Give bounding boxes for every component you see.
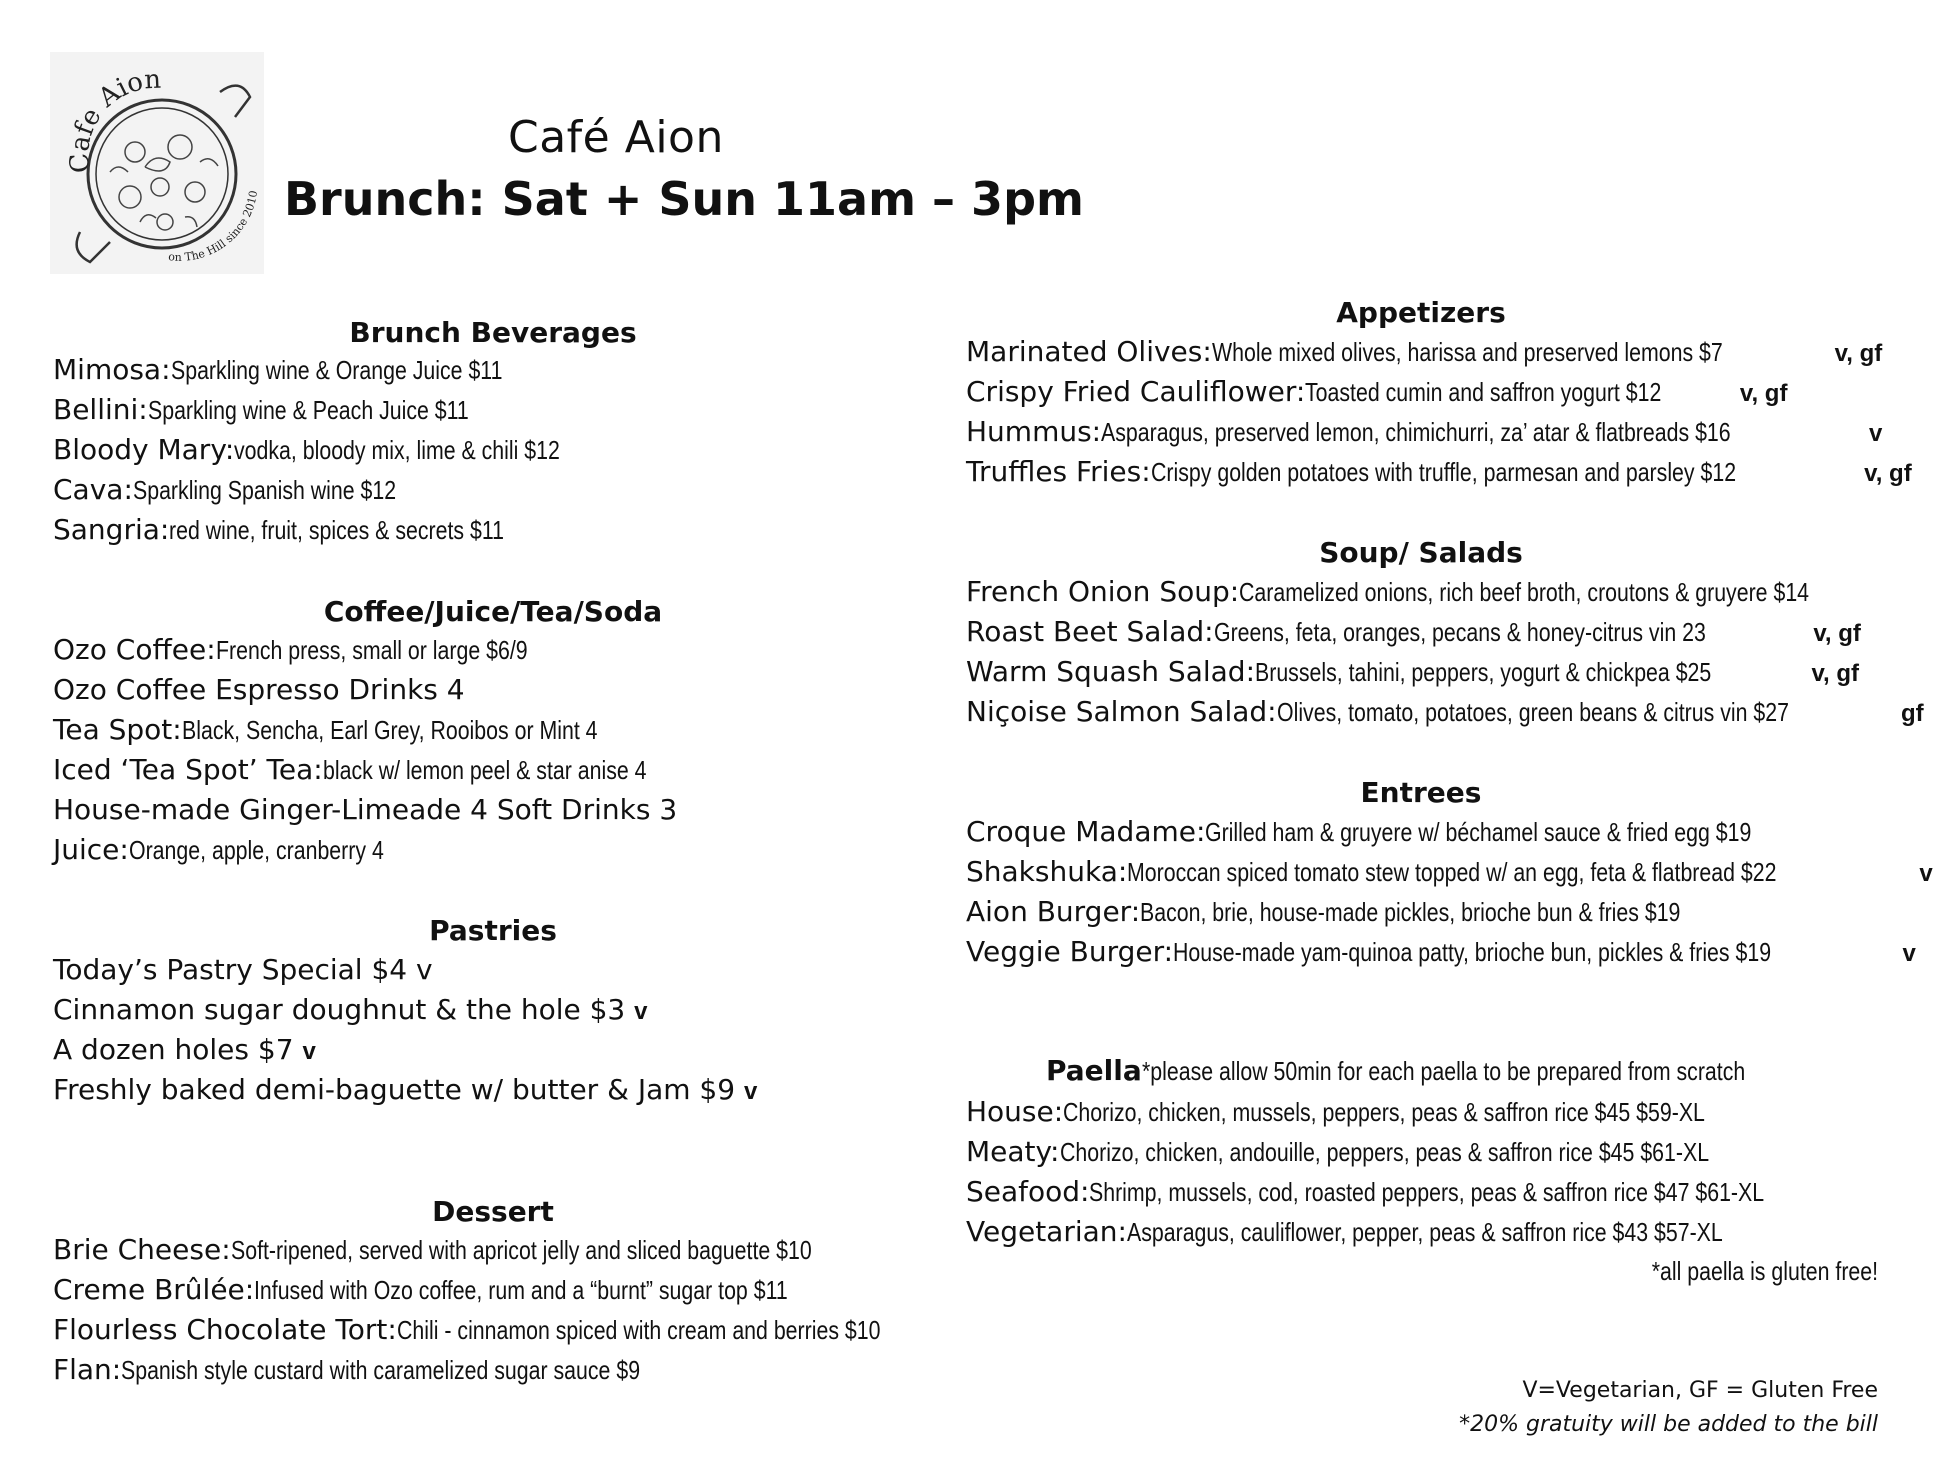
- paella-footnote: *all paella is gluten free!: [1651, 1256, 1878, 1286]
- logo-bottom-text: on The Hill since 2010: [167, 189, 261, 264]
- paella-heading: [1046, 1054, 1877, 1087]
- section-title-pastries: Pastries: [429, 914, 557, 947]
- menu-item: Truffles Fries:Crispy golden potatoes with truffle, parmesan and parsley $12 v, gf: [966, 455, 1912, 488]
- menu-item: Marinated Olives:Whole mixed olives, harissa and preserved lemons $7 v, gf: [966, 335, 1883, 368]
- section-title-appetizers: Appetizers: [1336, 296, 1506, 329]
- menu-item: Meaty:Chorizo, chicken, andouille, peppers, peas & saffron rice $45 $61-XL: [966, 1135, 1709, 1168]
- menu-item: Roast Beet Salad:Greens, feta, oranges, pecans & honey-citrus vin 23 v, gf: [966, 615, 1861, 648]
- section-title-dessert: Dessert: [432, 1195, 554, 1228]
- left-column: [53, 0, 953, 1484]
- menu-item: A dozen holes $7 v: [53, 1033, 316, 1066]
- menu-item: Brie Cheese:Soft-ripened, served with apricot jelly and sliced baguette $10: [53, 1233, 812, 1266]
- menu-item: French Onion Soup:Caramelized onions, rich beef broth, croutons & gruyere $14: [966, 575, 1810, 608]
- menu-item: Flan:Spanish style custard with caramelized sugar sauce $9: [53, 1353, 641, 1386]
- section-title-coffee: Coffee/Juice/Tea/Soda: [323, 595, 663, 628]
- menu-item: Aion Burger:Bacon, brie, house-made pickles, brioche bun & fries $19: [966, 895, 1681, 928]
- menu-item: Creme Brûlée:Infused with Ozo coffee, rum and a “burnt” sugar top $11: [53, 1273, 788, 1306]
- dietary-legend: V=Vegetarian, GF = Gluten Free: [1522, 1378, 1878, 1403]
- menu-item: Freshly baked demi-baguette w/ butter & Jam $9 v: [53, 1073, 758, 1106]
- menu-item: Shakshuka:Moroccan spiced tomato stew topped w/ an egg, feta & flatbread $22 v: [966, 855, 1933, 888]
- section-title-paella: Paella: [1046, 1054, 1142, 1087]
- menu-item: Tea Spot:Black, Sencha, Earl Grey, Rooibos or Mint 4: [53, 713, 598, 746]
- menu-item: Vegetarian:Asparagus, cauliflower, pepper, peas & saffron rice $43 $57-XL: [966, 1215, 1723, 1248]
- menu-item: Mimosa:Sparkling wine & Orange Juice $11: [53, 353, 502, 386]
- gratuity-note: *20% gratuity will be added to the bill: [1459, 1412, 1878, 1437]
- menu-item: Cava:Sparkling Spanish wine $12: [53, 473, 396, 506]
- menu-item: Crispy Fried Cauliflower:Toasted cumin and saffron yogurt $12 v, gf: [966, 375, 1788, 408]
- section-title-soups: Soup/ Salads: [1319, 536, 1523, 569]
- menu-item: Cinnamon sugar doughnut & the hole $3 v: [53, 993, 648, 1026]
- menu-item: Sangria:red wine, fruit, spices & secrets $11: [53, 513, 505, 546]
- menu-item: Today’s Pastry Special $4 v: [53, 953, 433, 986]
- menu-item: Bloody Mary:vodka, bloody mix, lime & chili $12: [53, 433, 561, 466]
- menu-item: Iced ‘Tea Spot’ Tea:black w/ lemon peel & star anise 4: [53, 753, 647, 786]
- menu-item: Niçoise Salmon Salad:Olives, tomato, potatoes, green beans & citrus vin $27 gf: [966, 695, 1924, 728]
- menu-item: Seafood:Shrimp, mussels, cod, roasted peppers, peas & saffron rice $47 $61-XL: [966, 1175, 1765, 1208]
- menu-item: Croque Madame:Grilled ham & gruyere w/ béchamel sauce & fried egg $19: [966, 815, 1752, 848]
- section-title-beverages: Brunch Beverages: [349, 316, 637, 349]
- menu-item: Hummus:Asparagus, preserved lemon, chimichurri, za’ atar & flatbreads $16 v: [966, 415, 1883, 448]
- section-title-entrees: Entrees: [1360, 776, 1482, 809]
- restaurant-name: Café Aion: [508, 112, 724, 163]
- menu-item: Veggie Burger:House-made yam-quinoa patty, brioche bun, pickles & fries $19 v: [966, 935, 1916, 968]
- menu-item: House-made Ginger-Limeade 4 Soft Drinks 3: [53, 793, 678, 826]
- menu-item: Ozo Coffee Espresso Drinks 4: [53, 673, 465, 706]
- menu-item: Warm Squash Salad:Brussels, tahini, peppers, yogurt & chickpea $25 v, gf: [966, 655, 1860, 688]
- logo-top-text: Cafe Aion: [64, 64, 162, 175]
- menu-item: Juice:Orange, apple, cranberry 4: [53, 833, 384, 866]
- brunch-hours: Brunch: Sat + Sun 11am – 3pm: [284, 172, 1084, 226]
- menu-item: Bellini:Sparkling wine & Peach Juice $11: [53, 393, 469, 426]
- menu-item: Flourless Chocolate Tort:Chili - cinnamon spiced with cream and berries $10: [53, 1313, 881, 1346]
- menu-item: Ozo Coffee:French press, small or large $6/9: [53, 633, 528, 666]
- paella-note: *please allow 50min for each paella to be prepared from scratch: [1141, 1056, 1745, 1086]
- menu-item: House:Chorizo, chicken, mussels, peppers, peas & saffron rice $45 $59-XL: [966, 1095, 1706, 1128]
